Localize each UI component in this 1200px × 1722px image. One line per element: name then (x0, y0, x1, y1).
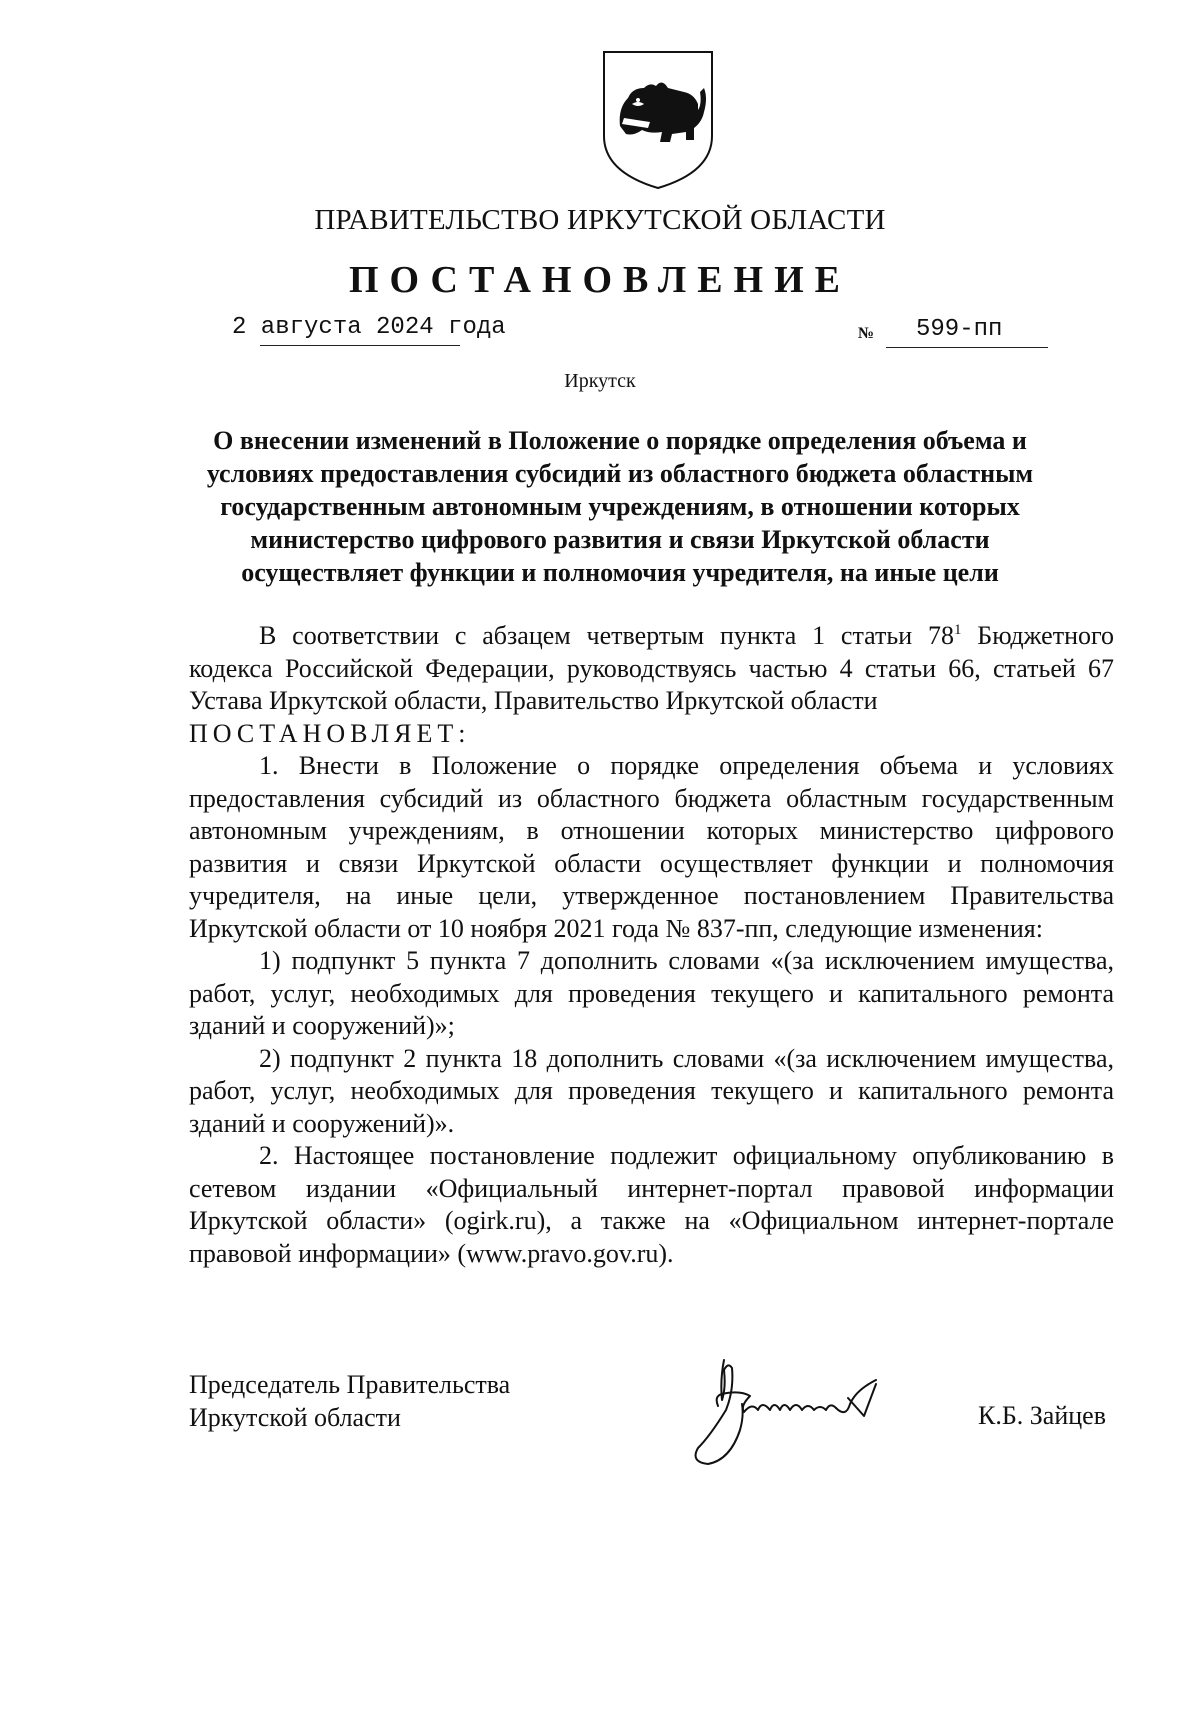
subject-line: условиях предоставления субсидий из областного бюджета областным (206, 459, 1034, 488)
item-1: 1. Внести в Положение о порядке определения объема и условиях предоставления субсидий из областного бюджета областным государственным автономным учреждениям, в отношении которых министерство цифрового развития и связи Иркутской области осуществляет функции и полномочия учредителя, на иные цели, утвержденное постановлением Правительства Иркутской области от 10 ноября 2021 года № 837-пп, следующие изменения: (189, 751, 1114, 943)
government-title: ПРАВИТЕЛЬСТВО ИРКУТСКОЙ ОБЛАСТИ (314, 204, 886, 236)
subject-line: осуществляет функции и полномочия учредителя, на иные цели (241, 558, 999, 587)
resolves-paragraph (189, 718, 1114, 751)
item-2: 2. Настоящее постановление подлежит официальному опубликованию в сетевом издании «Официальный интернет-портал правовой информации Иркутской области» (ogirk.ru), а также на «Официальном интернет-портале правовой информации» (www.pravo.gov.ru). (189, 1141, 1114, 1268)
item-1-subitem-1: 1) подпункт 5 пункта 7 дополнить словами «(за исключением имущества, работ, услуг, необходимых для проведения текущего и капитального ремонта зданий и сооружений)»; (189, 946, 1114, 1040)
date-underline (260, 345, 460, 346)
coat-of-arms-icon (598, 48, 718, 192)
document-date: 2 августа 2024 года (232, 314, 506, 341)
document-type-title: ПОСТАНОВЛЕНИЕ (348, 259, 852, 301)
subject-line: министерство цифрового развития и связи Иркутской области (250, 525, 990, 554)
preamble-paragraph (189, 620, 1114, 718)
signatory-role-line: Председатель Правительства (189, 1370, 511, 1399)
subject-line: государственным автономным учреждениям, в отношении которых (220, 492, 1020, 521)
handwritten-signature (680, 1340, 930, 1470)
signatory-name: К.Б. Зайцев (978, 1401, 1106, 1430)
preamble-text-b: Бюджетного кодекса Российской Федерации, руководствуясь частью 4 статьи 66, статьей 67 Устава Иркутской области, Правительство Иркутской области (189, 621, 1115, 715)
number-sign: № (858, 325, 875, 342)
document-body (189, 620, 1114, 1270)
city: Иркутск (564, 370, 636, 392)
document-number: 599-пп (916, 316, 1003, 343)
number-underline (886, 347, 1048, 348)
signatory-role-line: Иркутской области (189, 1403, 401, 1432)
article-superscript: 1 (953, 622, 962, 638)
signatory-role (189, 1368, 510, 1434)
item-1-subitem-2: 2) подпункт 2 пункта 18 дополнить словами «(за исключением имущества, работ, услуг, необходимых для проведения текущего и капитального ремонта зданий и сооружений)». (189, 1043, 1114, 1138)
preamble-text-a: В соответствии с абзацем четвертым пункта 1 статьи 78 (259, 621, 954, 650)
document-subject (180, 424, 1060, 589)
resolves-word: ПОСТАНОВЛЯЕТ: (189, 718, 471, 748)
subject-line: О внесении изменений в Положение о порядке определения объема и (213, 426, 1027, 455)
